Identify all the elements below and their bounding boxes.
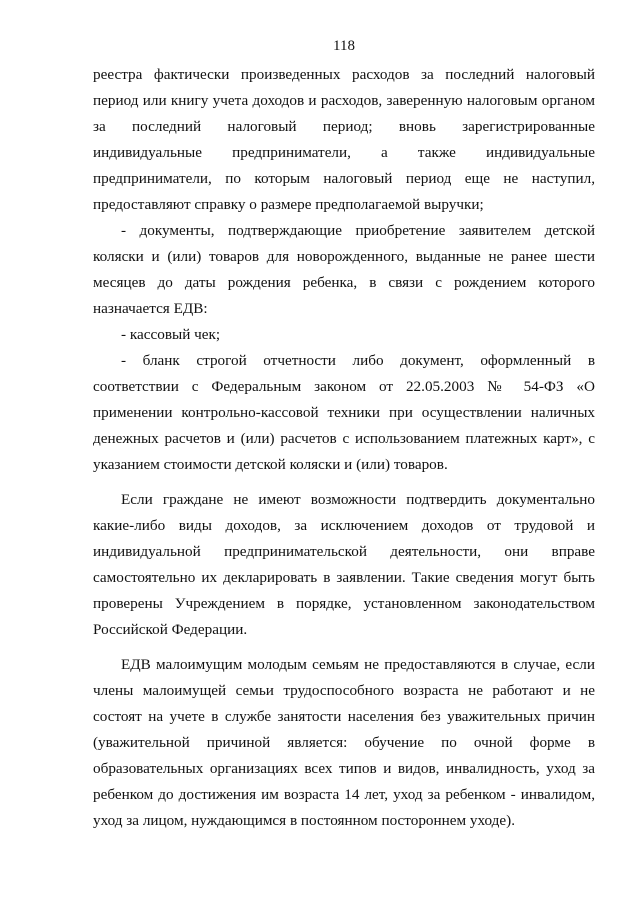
document-body (93, 62, 595, 834)
paragraph-cash-receipt: - кассовый чек; (121, 326, 221, 343)
paragraph-income-declaration: Если граждане не имеют возможности подтвердить документально какие-либо виды доходов, за исключением доходов от трудовой и индивидуальной предпринимательской деятельности, они вправе самостоятельно их декларировать в заявлении. Такие сведения могут быть проверены Учреждением в порядке, установленном законодательством Российской Федерации. (93, 491, 595, 638)
paragraph-receipts-continuation: реестра фактически произведенных расходов за последний налоговый период или книгу учета доходов и расходов, заверенную налоговым органом за последний налоговый период; вновь зарегистрированные индивидуальные предприниматели, а также индивидуальные предприниматели, по которым налоговый период еще не наступил, предоставляют справку о размере предполагаемой выручки; (93, 66, 595, 213)
page-number: 118 (333, 38, 355, 54)
paragraph-purchase-documents: - документы, подтверждающие приобретение заявителем детской коляски и (или) товаров для новорожденного, выданные не ранее шести месяцев до даты рождения ребенка, в связи с рождением которого назначается ЕДВ: (93, 222, 595, 317)
paragraph-edv-refusal: ЕДВ малоимущим молодым семьям не предоставляются в случае, если члены малоимущей семьи трудоспособного возраста не работают и не состоят на учете в службе занятости населения без уважительных причин (уважительной причиной является: обучение по очной форме в образовательных организациях всех типов и видов, инвалидность, уход за ребенком до достижения им возраста 14 лет, уход за ребенком - инвалидом, уход за лицом, нуждающимся в постоянном постороннем уходе). (93, 656, 595, 829)
paragraph-strict-reporting-form: - бланк строгой отчетности либо документ, оформленный в соответствии с Федеральным законом от 22.05.2003 № 54-ФЗ «О применении контрольно-кассовой техники при осуществлении наличных денежных расчетов и (или) расчетов с использованием платежных карт», с указанием стоимости детской коляски и (или) товаров. (93, 352, 595, 473)
